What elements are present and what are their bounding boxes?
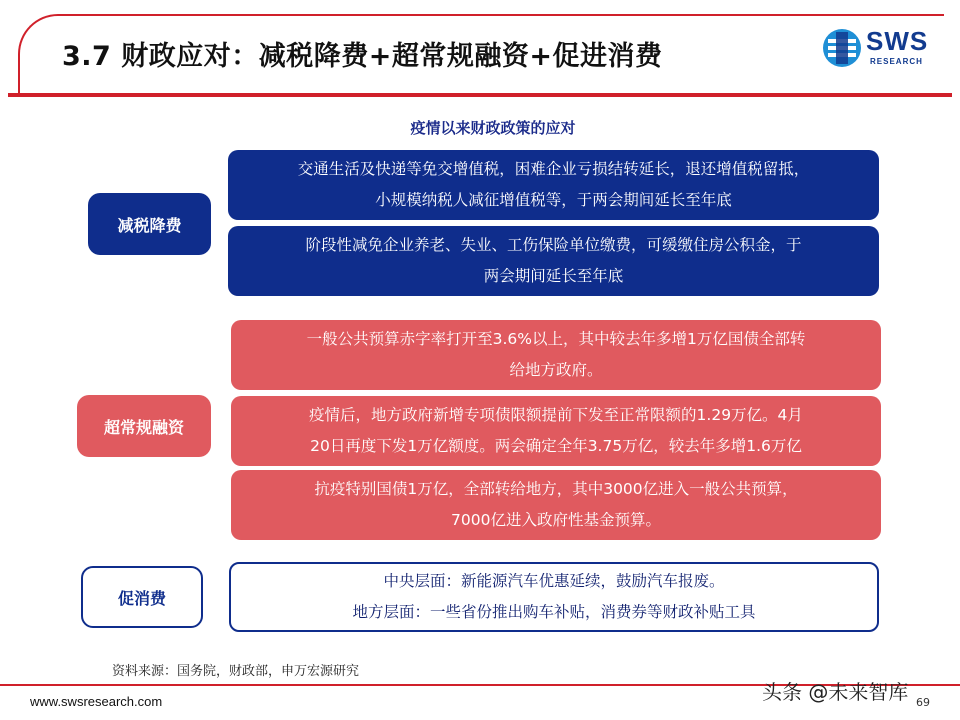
tax-cut-item-2 xyxy=(228,226,879,296)
financing-item-2 xyxy=(231,396,881,466)
tax-cut-item-2-line-1: 阶段性减免企业养老、失业、工伤保险单位缴费，可缓缴住房公积金，于 xyxy=(305,236,802,254)
page-number: 69 xyxy=(916,696,930,709)
financing-item-3 xyxy=(231,470,881,540)
consumption-item-1 xyxy=(229,562,879,632)
footer-url-link[interactable]: www.swsresearch.com xyxy=(30,694,163,709)
category-tax-cut: 减税降费 xyxy=(88,193,211,255)
header-underline xyxy=(8,93,952,97)
tax-cut-item-2-line-2: 两会期间延长至年底 xyxy=(483,267,624,285)
category-promote-consumption: 促消费 xyxy=(81,566,203,628)
page-title: 3.7 财政应对：减税降费+超常规融资+促进消费 xyxy=(62,41,663,72)
logo-subtext: RESEARCH xyxy=(870,57,923,66)
financing-item-1-line-1: 一般公共预算赤字率打开至3.6%以上，其中较去年多增1万亿国债全部转 xyxy=(306,330,806,348)
logo-text: SWS xyxy=(866,26,929,56)
sws-logo xyxy=(822,26,942,78)
consumption-item-1-line-2: 地方层面：一些省份推出购车补贴，消费券等财政补贴工具 xyxy=(352,603,756,621)
consumption-item-1-line-1: 中央层面：新能源汽车优惠延续，鼓励汽车报废。 xyxy=(383,572,725,590)
financing-item-3-line-1: 抗疫特别国债1万亿，全部转给地方，其中3000亿进入一般公共预算， xyxy=(314,480,798,498)
category-extraordinary-financing: 超常规融资 xyxy=(77,395,211,457)
tax-cut-item-1-line-1: 交通生活及快递等免交增值税，困难企业亏损结转延长，退还增值税留抵， xyxy=(297,160,810,178)
watermark: 头条 @未来智库 xyxy=(762,680,909,704)
financing-item-1 xyxy=(231,320,881,390)
section-subtitle: 疫情以来财政政策的应对 xyxy=(410,119,576,137)
financing-item-1-line-2: 给地方政府。 xyxy=(509,361,603,379)
financing-item-3-line-2: 7000亿进入政府性基金预算。 xyxy=(451,511,661,529)
financing-item-2-line-1: 疫情后，地方政府新增专项债限额提前下发至正常限额的1.29万亿。4月 xyxy=(309,406,803,424)
tax-cut-item-1 xyxy=(228,150,879,220)
sws-logo-icon xyxy=(822,28,862,68)
source-note: 资料来源：国务院，财政部，申万宏源研究 xyxy=(112,664,360,679)
tax-cut-item-1-line-2: 小规模纳税人减征增值税等，于两会期间延长至年底 xyxy=(375,191,732,209)
financing-item-2-line-2: 20日再度下发1万亿额度。两会确定全年3.75万亿，较去年多增1.6万亿 xyxy=(310,437,802,455)
